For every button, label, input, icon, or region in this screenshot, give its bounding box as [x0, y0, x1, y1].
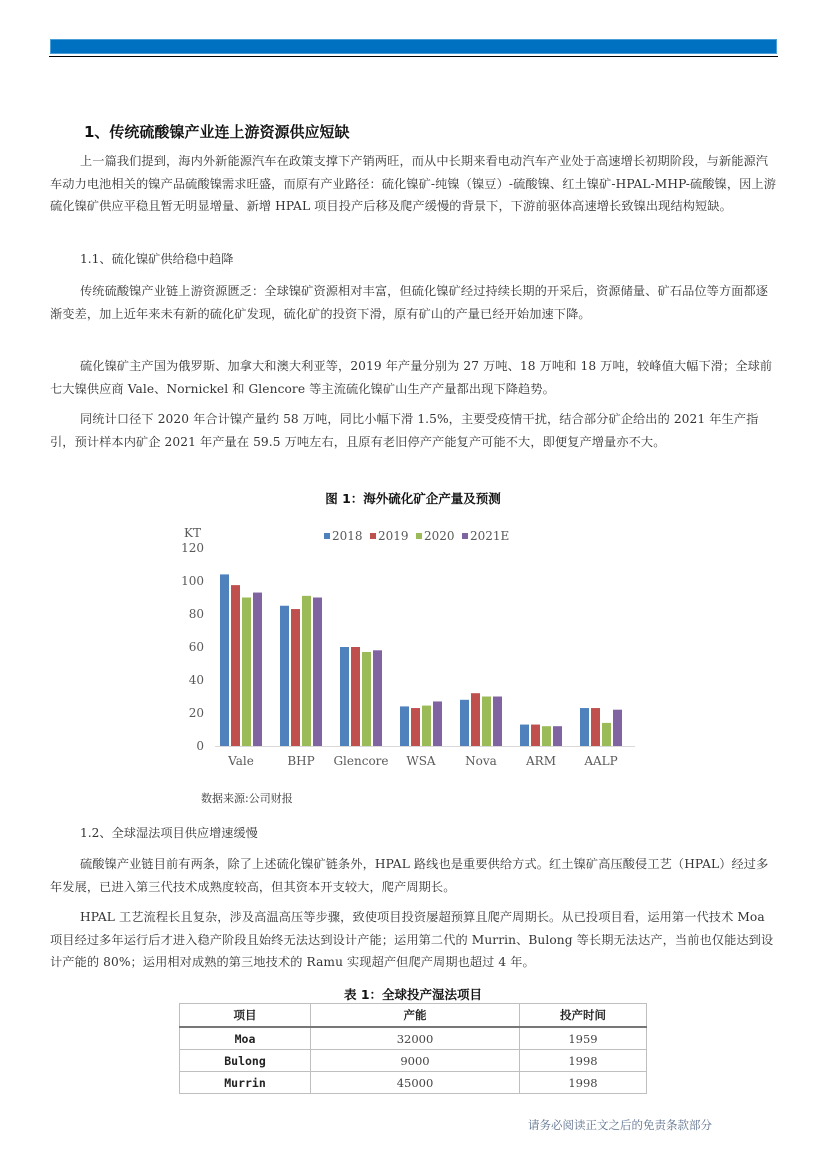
x-tick-label: ARM: [526, 754, 556, 768]
bar-2019-Glencore: [351, 647, 360, 746]
figure-1-caption: 图 1：海外硫化矿企产量及预测: [325, 491, 501, 506]
bar-2020-BHP: [302, 596, 311, 746]
section-1-1-paragraph-1: 传统硫酸镍产业链上游资源匮乏：全球镍矿资源相对丰富，但硫化镍矿经过持续长期的开采后，资源储量、矿石品位等方面都逐渐变差，加上近年来未有新的硫化矿发现，硫化矿的投资下滑，原有矿山的产量已经开始加速下降。: [50, 284, 769, 321]
legend-label-2021E: 2021E: [470, 529, 510, 543]
bar-2021E-ARM: [553, 726, 562, 746]
table-row: [180, 1072, 647, 1094]
bar-2019-BHP: [291, 609, 300, 746]
legend-swatch-2020: [416, 533, 422, 539]
table-row: [180, 1050, 647, 1072]
cell-start-year: 1998: [520, 1072, 647, 1094]
bar-2018-Vale: [220, 574, 229, 746]
cell-project: Bulong: [180, 1050, 311, 1072]
y-tick-label: 120: [181, 541, 204, 555]
bar-2019-AALP: [591, 708, 600, 746]
y-axis-unit-label: KT: [184, 526, 201, 540]
cell-project: Murrin: [180, 1072, 311, 1094]
bar-2020-WSA: [422, 706, 431, 746]
bar-2021E-BHP: [313, 598, 322, 747]
section-1-2-paragraph-2: HPAL 工艺流程长且复杂，涉及高温高压等步骤，致使项目投资屡超预算且爬产周期长。从已投项目看，运用第一代技术 Moa 项目经过多年运行后才进入稳产阶段且始终无法达到设计产能；运用第二代的 Murrin、Bulong 等长期无法达产，当前也仅能达到设计产能的 80%；运用相对成熟的第三地技术的 Ramu 实现超产但爬产周期也超过 4 年。: [50, 910, 774, 969]
bar-2019-WSA: [411, 708, 420, 746]
section-1-intro: 上一篇我们提到，海内外新能源汽车在政策支撑下产销两旺，而从中长期来看电动汽车产业处于高速增长初期阶段，与新能源汽车动力电池相关的镍产品硫酸镍需求旺盛，而原有产业路径：硫化镍矿-纯镍（镍豆）-硫酸镍、红土镍矿-HPAL-MHP-硫酸镍，因上游硫化镍矿供应平稳且暂无明显增量、新增 HPAL 项目投产后移及爬产缓慢的背景下，下游前驱体高速增长致镍出现结构短缺。: [50, 154, 776, 213]
y-tick-label: 80: [188, 607, 204, 621]
table-row: [180, 1027, 647, 1050]
y-tick-label: 100: [181, 574, 204, 588]
x-tick-label: AALP: [584, 754, 618, 768]
section-1-1-paragraph-3: 同统计口径下 2020 年合计镍产量约 58 万吨，同比小幅下滑 1.5%，主要受疫情干扰，结合部分矿企给出的 2021 年生产指引，预计样本内矿企 2021 年产量在 59.5 万吨左右，且原有老旧停产产能复产可能不大，即便复产增量亦不大。: [50, 412, 759, 449]
bar-2019-Nova: [471, 693, 480, 746]
legend-swatch-2018: [324, 533, 330, 539]
bar-2018-WSA: [400, 706, 409, 746]
section-1-1-title: 1.1、硫化镍矿供给稳中趋降: [80, 252, 234, 266]
legend-swatch-2021E: [462, 533, 468, 539]
bar-2020-ARM: [542, 726, 551, 746]
header-rule: [49, 56, 778, 57]
y-tick-label: 40: [188, 673, 204, 687]
bar-2019-ARM: [531, 725, 540, 746]
bar-2018-BHP: [280, 606, 289, 746]
x-tick-label: Vale: [228, 754, 254, 768]
x-tick-label: Nova: [465, 754, 497, 768]
section-1-title: 1、传统硫酸镍产业连上游资源供应短缺: [84, 123, 350, 141]
section-1-2-title: 1.2、全球湿法项目供应增速缓慢: [80, 826, 258, 840]
disclaimer-footer: 请务必阅读正文之后的免责条款部分: [528, 1118, 712, 1132]
table-1-caption: 表 1：全球投产湿法项目: [343, 987, 483, 1002]
legend-label-2018: 2018: [332, 529, 363, 543]
cell-start-year: 1959: [520, 1027, 647, 1050]
bar-2018-Nova: [460, 700, 469, 746]
bar-2020-Vale: [242, 598, 251, 747]
bar-2019-Vale: [231, 585, 240, 746]
y-tick-label: 60: [188, 640, 204, 654]
bar-2020-Nova: [482, 697, 491, 747]
bar-2018-ARM: [520, 725, 529, 746]
section-1-2-paragraph-1: 硫酸镍产业链目前有两条，除了上述硫化镍矿链条外，HPAL 路线也是重要供给方式。红土镍矿高压酸侵工艺（HPAL）经过多年发展，已进入第三代技术成熟度较高，但其资本开支较大，爬产周期长。: [50, 857, 769, 894]
bar-2021E-AALP: [613, 710, 622, 746]
x-tick-label: Glencore: [333, 754, 389, 768]
cell-project: Moa: [180, 1027, 311, 1050]
projects-table: [179, 1003, 647, 1094]
section-1-1-paragraph-2: 硫化镍矿主产国为俄罗斯、加拿大和澳大利亚等，2019 年产量分别为 27 万吨、18 万吨和 18 万吨，较峰值大幅下滑；全球前七大镍供应商 Vale、Nornickel 和 Glencore 等主流硫化镍矿山生产产量都出现下降趋势。: [50, 359, 773, 396]
bar-2018-AALP: [580, 708, 589, 746]
bar-2021E-WSA: [433, 701, 442, 746]
column-header-project: 项目: [180, 1004, 311, 1028]
x-tick-label: BHP: [287, 754, 315, 768]
cell-capacity: 9000: [311, 1050, 520, 1072]
column-header-capacity: 产能: [311, 1004, 520, 1028]
header-bar: [50, 39, 777, 54]
bar-2020-Glencore: [362, 652, 371, 746]
x-tick-label: WSA: [406, 754, 436, 768]
cell-capacity: 32000: [311, 1027, 520, 1050]
table-header-row: [180, 1004, 647, 1028]
cell-start-year: 1998: [520, 1050, 647, 1072]
bar-2021E-Nova: [493, 697, 502, 747]
column-header-start-year: 投产时间: [520, 1004, 647, 1028]
legend-swatch-2019: [370, 533, 376, 539]
bar-2021E-Glencore: [373, 650, 382, 746]
legend-label-2019: 2019: [378, 529, 409, 543]
bar-2021E-Vale: [253, 593, 262, 746]
bar-2020-AALP: [602, 723, 611, 746]
bar-2018-Glencore: [340, 647, 349, 746]
y-tick-label: 0: [196, 739, 204, 753]
y-tick-label: 20: [188, 706, 204, 720]
bar-chart: [170, 520, 640, 780]
figure-1-source: 数据来源:公司财报: [201, 792, 293, 805]
cell-capacity: 45000: [311, 1072, 520, 1094]
legend-label-2020: 2020: [424, 529, 455, 543]
